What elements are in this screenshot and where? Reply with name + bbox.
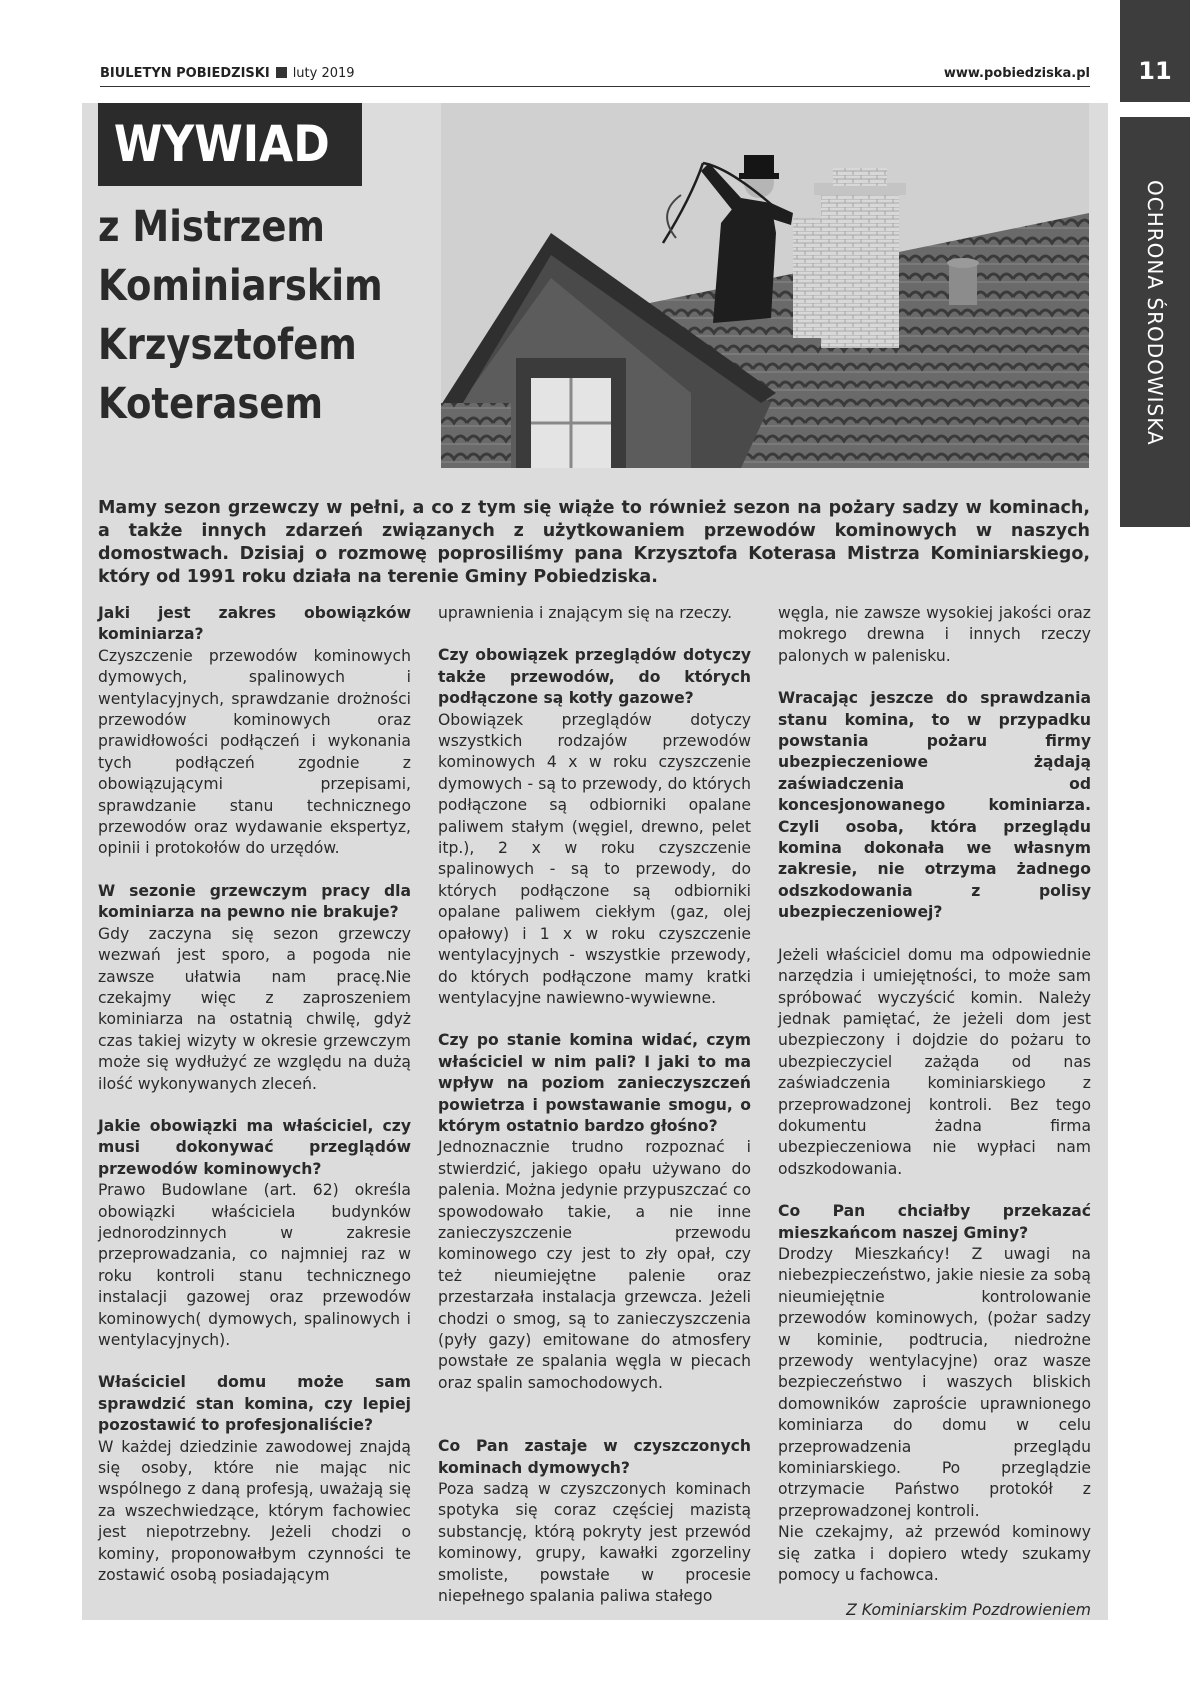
answer: Drodzy Mieszkańcy! Z uwagi na niebezpieczeństwo, jakie niesie za sobą nieumiejętnie kontrolowanie przewodów kominowych, (pożar sadzy w kominie, podtrucia, niedrożne przewody wentylacyjne) oraz wasze bezpieczeństwo i waszych bliskich domowników zaproście uprawnionego kominiarza do domu w celu przeprowadzenia przeglądu kominiarskiego. Po przeglądzie otrzymacie Państwo protokół z przeprowadzonej kontroli.	[778, 1244, 1091, 1520]
issue-date: luty 2019	[292, 66, 355, 81]
text-column-3	[778, 603, 1091, 1637]
answer-continued: uprawnienia i znającym się na rzeczy.	[438, 604, 733, 622]
title-line: Koterasem	[98, 379, 323, 429]
header-left	[100, 66, 355, 81]
signoff: Z Kominiarskim Pozdrowieniem	[846, 1601, 1091, 1620]
answer: Poza sadzą w czyszczonych kominach spotyka się coraz częściej mazistą substancję, którą pokryty jest przewód kominowy, grupy, kawałki zgorzeliny smoliste, powstałe w procesie niepełnego spalania paliwa stałego	[438, 1480, 751, 1606]
answer: Prawo Budowlane (art. 62) określa obowiązki właściciela budynków jednorodzinnych w zakresie przeprowadzania, co najmniej raz w roku kontroli stanu technicznego instalacji gazowej oraz przewodów kominowych( dymowych, spalinowych i wentylacyjnych).	[98, 1181, 411, 1349]
answer: Czyszczenie przewodów kominowych dymowych, spalinowych i wentylacyjnych, sprawdzanie drożności przewodów kominowych oraz prawidłowości podłączeń i wykonania tych podłączeń zgodnie z obowiązującymi przepisami, sprawdzanie stanu technicznego przewodów oraz wydawanie ekspertyz, opinii i protokołów do urzędów.	[98, 646, 411, 858]
chimney-sweep-photo-illustration	[441, 103, 1089, 468]
answer: Nie czekajmy, aż przewód kominowy się zatka i dopiero wtedy szukamy pomocy u fachowca.	[778, 1523, 1091, 1585]
question: Jaki jest zakres obowiązków kominiarza?	[98, 604, 411, 644]
question: Właściciel domu może sam sprawdzić stan komina, czy lepiej pozostawić to profesjonaliście?	[98, 1373, 411, 1435]
question: W sezonie grzewczym pracy dla kominiarza na pewno nie brakuje?	[98, 881, 411, 922]
question: Co Pan chciałby przekazać mieszkańcom naszej Gminy?	[778, 1202, 1091, 1242]
title-line: Krzysztofem	[98, 320, 357, 370]
answer: W każdej dziedzinie zawodowej znajdą się osoby, które nie mając nic wspólnego z daną profesją, uważają się za wszechwiedzące, którym fachowiec jest niepotrzebny. Jeżeli chodzi o kominy, proponowałbym czynności te zostawić osobą posiadającym	[98, 1437, 411, 1585]
question: Wracając jeszcze do sprawdzania stanu komina, to w przypadku powstania pożaru firmy ubezpieczeniowe żądają zaświadczenia od koncesjonowanego kominiarza. Czyli osoba, która przeglądu komina dokonała we własnym zakresie, nie otrzyma żadnego odszkodowania z polisy ubezpieczeniowej?	[778, 689, 1091, 922]
page-header	[100, 64, 1090, 87]
answer: Jeżeli właściciel domu ma odpowiednie narzędzia i umiejętności, to może sam spróbować wyczyścić komin. Należy jednak pamiętać, że jeżeli dom jest ubezpieczony i dojdzie do pożaru to ubezpieczyciel zażąda od nas zaświadczenia kominiarskiego z przeprowadzonej kontroli. Bez tego dokumentu żadna firma ubezpieczeniowa nie wypłaci nam odszkodowania.	[778, 945, 1091, 1178]
question: Czy po stanie komina widać, czym właściciel w nim pali? I jaki to ma wpływ na poziom zanieczyszczeń powietrza i powstawanie smogu, o którym ostatnio bardzo głośno?	[438, 1031, 751, 1135]
question: Co Pan zastaje w czyszczonych kominach dymowych?	[438, 1437, 751, 1477]
publication-name: BIULETYN POBIEDZISKI	[100, 66, 270, 81]
article-kicker: WYWIAD	[98, 103, 362, 186]
page-number: 11	[1120, 0, 1190, 102]
separator-square-icon	[276, 67, 287, 78]
answer: Jednoznacznie trudno rozpoznać i stwierdzić, jakiego opału używano do palenia. Można jedynie przypuszczać co spowodowało takie, a nie inne zanieczyszczenie przewodu kominowego czy jest to zły opał, czy też nieumiejętne palenie oraz przestarzała instalacja grzewcza. Jeżeli chodzi o smog, są to zanieczyszczenia (pyły gazy) emitowane do atmosfery powstałe ze spalania węgla w piecach oraz spalin samochodowych.	[438, 1138, 751, 1392]
answer-continued: węgla, nie zawsze wysokiej jakości oraz mokrego drewna i innych rzeczy palonych w palenisku.	[778, 604, 1091, 665]
website-link[interactable]: www.pobiedziska.pl	[943, 66, 1090, 81]
answer: Gdy zaczyna się sezon grzewczy wezwań jest sporo, a pogoda nie zawsze ułatwia nam pracę.Nie czekajmy więc z zaproszeniem kominiarza na ostatnią chwilę, gdyż czas takiej wizyty w okresie grzewczym może się wydłużyć ze względu na dużą ilość wykonywanych zleceń.	[98, 924, 411, 1093]
article-photo	[441, 103, 1089, 468]
text-column-2	[438, 603, 751, 1607]
question: Czy obowiązek przeglądów dotyczy także przewodów, do których podłączone są kotły gazowe?	[438, 646, 751, 708]
question: Jakie obowiązki ma właściciel, czy musi dokonywać przeglądów przewodów kominowych?	[98, 1116, 411, 1178]
article-title	[98, 198, 428, 434]
answer: Obowiązek przeglądów dotyczy wszystkich rodzajów przewodów kominowych 4 x w roku czyszczenie dymowych - są to przewody, do których podłączone są odbiorniki opalane paliwem stałym (węgiel, drewno, pelet itp.), 2 x w roku czyszczenie spalinowych - są to przewody, do których podłączone są odbiorniki opalane paliwem ciekłym (gaz, olej opałowy) i 1 x w roku czyszczenie wentylacyjnych - wszystkie przewody, do których podłączone mamy kratki wentylacyjne nawiewno-wywiewne.	[438, 710, 751, 1007]
text-column-1	[98, 603, 411, 1586]
title-line: z Mistrzem	[98, 202, 325, 252]
section-label: OCHRONA ŚRODOWISKA	[1143, 180, 1167, 446]
article-lead: Mamy sezon grzewczy w pełni, a co z tym się wiąże to również sezon na pożary sadzy w kominach, a także innych zdarzeń związanych z użytkowaniem przewodów kominowych w naszych domostwach. Dzisiaj o rozmowę poprosiliśmy pana Krzysztofa Koterasa Mistrza Kominiarskiego, który od 1991 roku działa na terenie Gminy Pobiedziska.	[98, 498, 1090, 587]
title-line: Kominiarskim	[98, 261, 383, 311]
